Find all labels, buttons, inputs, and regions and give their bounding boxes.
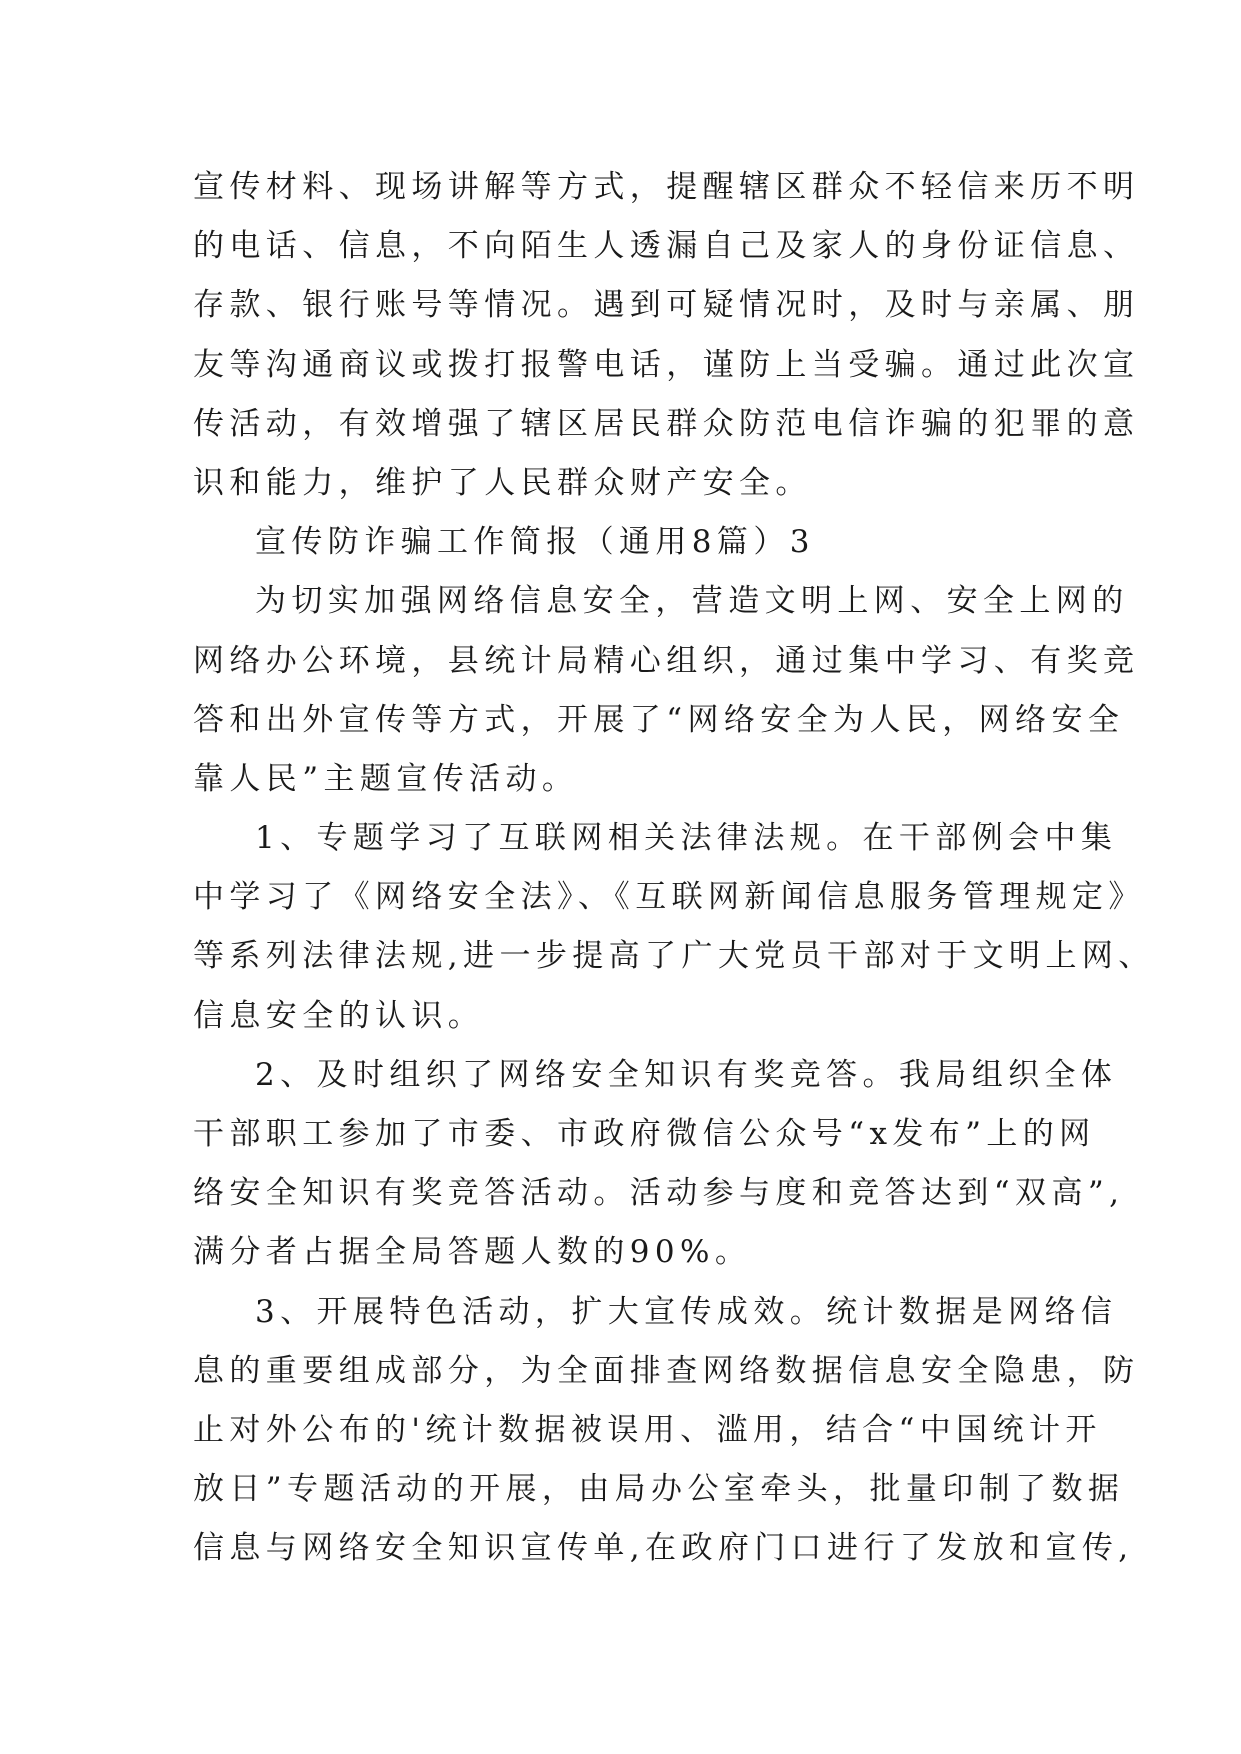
paragraph-line: 满分者占据全局答题人数的90%。: [193, 1234, 752, 1271]
paragraph-line: 放日”专题活动的开展，由局办公室牵头，批量印制了数据: [193, 1471, 1125, 1508]
paragraph-line: 传活动，有效增强了辖区居民群众防范电信诈骗的犯罪的意: [193, 405, 1140, 442]
section-heading: 宣传防诈骗工作简报（通用8篇）3: [255, 524, 815, 561]
paragraph-line: 信息与网络安全知识宣传单,在政府门口进行了发放和宣传,: [193, 1530, 1134, 1567]
paragraph-line: 宣传材料、现场讲解等方式，提醒辖区群众不轻信来历不明: [193, 169, 1140, 205]
paragraph-line: 网络办公环境，县统计局精心组织，通过集中学习、有奖竞: [193, 642, 1140, 679]
paragraph-line: 3、开展特色活动，扩大宣传成效。统计数据是网络信: [255, 1293, 1118, 1330]
paragraph-line: 络安全知识有奖竞答活动。活动参与度和竞答达到“双高”,: [193, 1175, 1125, 1212]
paragraph-line: 等系列法律法规,进一步提高了广大党员干部对于文明上网、: [193, 938, 1155, 975]
paragraph-line: 存款、银行账号等情况。遇到可疑情况时，及时与亲属、朋: [193, 287, 1140, 324]
paragraph-line: 为切实加强网络信息安全，营造文明上网、安全上网的: [255, 583, 1129, 620]
paragraph-line: 友等沟通商议或拨打报警电话，谨防上当受骗。通过此次宣: [193, 346, 1140, 383]
paragraph-line: 干部职工参加了市委、市政府微信公众号“x发布”上的网: [193, 1116, 1096, 1152]
paragraph-line: 识和能力，维护了人民群众财产安全。: [193, 464, 812, 501]
paragraph-line: 2、及时组织了网络安全知识有奖竞答。我局组织全体: [255, 1056, 1118, 1093]
paragraph-line: 答和出外宣传等方式，开展了“网络安全为人民，网络安全: [193, 701, 1125, 738]
document-body: [193, 158, 1155, 1579]
paragraph-line: 靠人民”主题宣传活动。: [193, 760, 579, 797]
paragraph-line: 1、专题学习了互联网相关法律法规。在干部例会中集: [255, 820, 1118, 857]
paragraph-line: 息的重要组成部分，为全面排查网络数据信息安全隐患，防: [193, 1352, 1140, 1389]
paragraph-line: 的电话、信息，不向陌生人透漏自己及家人的身份证信息、: [193, 228, 1140, 265]
paragraph-line: 止对外公布的'统计数据被误用、滥用，结合“中国统计开: [193, 1411, 1102, 1448]
paragraph-line: 信息安全的认识。: [193, 997, 485, 1034]
paragraph-line: 中学习了《网络安全法》、《互联网新闻信息服务管理规定》: [193, 879, 1145, 916]
